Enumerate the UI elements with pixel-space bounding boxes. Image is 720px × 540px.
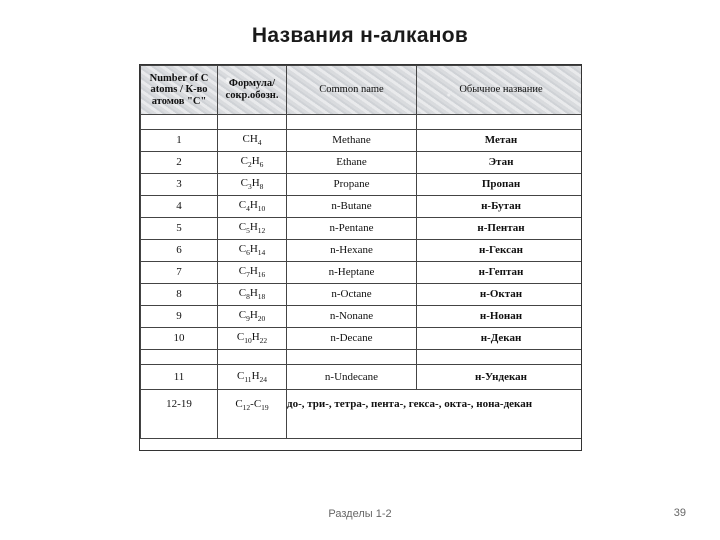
- russian-name-cell: Метан: [417, 130, 583, 152]
- formula-subscript: 14: [257, 248, 266, 258]
- formula-element: H: [249, 221, 258, 234]
- formula-element: H: [251, 369, 260, 382]
- table-row: [141, 174, 583, 196]
- russian-name-cell: н-Пентан: [417, 218, 583, 240]
- formula-element: C: [238, 287, 247, 300]
- formula-element: H: [249, 265, 258, 278]
- formula-subscript: 4: [257, 138, 262, 148]
- header-carbon-count: Number of C atoms / К-во атомов "С": [141, 66, 218, 115]
- common-name-cell: n-Pentane: [287, 218, 417, 240]
- formula-element: H: [249, 199, 258, 212]
- carbon-count-cell: 8: [141, 284, 218, 306]
- russian-name-cell: н-Нонан: [417, 306, 583, 328]
- formula-subscript: 16: [257, 270, 266, 280]
- formula-element: C: [238, 199, 247, 212]
- russian-name-cell: н-Ундекан: [417, 365, 583, 390]
- header-formula: Формула/ сокр.обозн.: [218, 66, 287, 115]
- spacer-row: [141, 350, 583, 365]
- formula-subscript: 6: [246, 248, 250, 258]
- carbon-count-cell: 3: [141, 174, 218, 196]
- formula-cell: [218, 218, 287, 240]
- russian-name-cell: н-Гептан: [417, 262, 583, 284]
- common-name-cell: n-Octane: [287, 284, 417, 306]
- header-russian-name: Обычное название: [417, 66, 583, 115]
- formula-subscript: 6: [259, 160, 264, 170]
- formula-subscript: 10: [244, 336, 252, 346]
- formula-element: -C: [250, 398, 262, 410]
- formula-cell: [218, 365, 287, 390]
- formula-cell: [218, 240, 287, 262]
- formula-cell: [218, 130, 287, 152]
- formula-subscript: 5: [246, 226, 250, 236]
- formula-subscript: 7: [246, 270, 250, 280]
- formula-subscript: 9: [246, 314, 250, 324]
- formula-cell: [218, 306, 287, 328]
- table-row: [141, 152, 583, 174]
- formula-cell: [218, 328, 287, 350]
- formula-cell: [218, 390, 287, 439]
- carbon-count-cell: 7: [141, 262, 218, 284]
- formula-element: C: [238, 265, 247, 278]
- table-row: [141, 284, 583, 306]
- table-row: [141, 196, 583, 218]
- spacer-row: [141, 115, 583, 130]
- page-number: 39: [673, 507, 686, 519]
- formula-subscript: 19: [261, 403, 269, 413]
- formula-element: H: [249, 287, 258, 300]
- formula-cell: [218, 152, 287, 174]
- common-name-cell: Methane: [287, 130, 417, 152]
- carbon-count-cell: 10: [141, 328, 218, 350]
- formula-element: C: [235, 398, 243, 410]
- formula-subscript: 22: [259, 336, 268, 346]
- formula-subscript: 3: [247, 182, 252, 192]
- formula-cell: [218, 284, 287, 306]
- table-row: [141, 218, 583, 240]
- common-name-cell: n-Hexane: [287, 240, 417, 262]
- common-name-cell: n-Undecane: [287, 365, 417, 390]
- carbon-count-cell: 11: [141, 365, 218, 390]
- alkanes-table: [139, 64, 582, 451]
- table-row: [141, 306, 583, 328]
- formula-subscript: 8: [259, 182, 264, 192]
- formula-element: C: [240, 177, 248, 190]
- common-name-cell: n-Nonane: [287, 306, 417, 328]
- formula-cell: [218, 262, 287, 284]
- formula-subscript: 2: [247, 160, 252, 170]
- table-body: [141, 115, 583, 439]
- formula-subscript: 12: [242, 403, 251, 413]
- formula-cell: [218, 196, 287, 218]
- carbon-count-cell: 9: [141, 306, 218, 328]
- table-header-row: [141, 66, 583, 115]
- formula-element: C: [238, 221, 247, 234]
- range-names-cell: до-, три-, тетра-, пента-, гекса-, окта-, нона-декан: [287, 390, 583, 439]
- common-name-cell: Ethane: [287, 152, 417, 174]
- formula-element: H: [251, 155, 260, 168]
- formula-subscript: 11: [244, 374, 252, 384]
- formula-cell: [218, 174, 287, 196]
- table-row: [141, 262, 583, 284]
- formula-subscript: 10: [257, 204, 266, 214]
- formula-subscript: 18: [257, 292, 266, 302]
- formula-element: H: [251, 331, 260, 344]
- formula-element: H: [249, 309, 258, 322]
- table-row: [141, 365, 583, 390]
- russian-name-cell: н-Гексан: [417, 240, 583, 262]
- common-name-cell: n-Heptane: [287, 262, 417, 284]
- formula-element: CH: [242, 133, 258, 146]
- formula-element: C: [236, 369, 245, 382]
- slide-title: Названия н-алканов: [251, 24, 469, 47]
- formula-element: C: [240, 155, 248, 168]
- table-row: [141, 130, 583, 152]
- common-name-cell: Propane: [287, 174, 417, 196]
- carbon-count-cell: 12-19: [141, 390, 218, 439]
- russian-name-cell: н-Октан: [417, 284, 583, 306]
- russian-name-cell: н-Декан: [417, 328, 583, 350]
- common-name-cell: n-Butane: [287, 196, 417, 218]
- formula-subscript: 4: [246, 204, 250, 214]
- russian-name-cell: н-Бутан: [417, 196, 583, 218]
- header-common-name: Common name: [287, 66, 417, 115]
- formula-element: H: [251, 177, 260, 190]
- formula-subscript: 12: [257, 226, 266, 236]
- carbon-count-cell: 4: [141, 196, 218, 218]
- formula-subscript: 24: [259, 374, 268, 384]
- table-row-range: [141, 390, 583, 439]
- formula-element: C: [238, 243, 247, 256]
- carbon-count-cell: 6: [141, 240, 218, 262]
- carbon-count-cell: 5: [141, 218, 218, 240]
- formula-element: C: [236, 331, 245, 344]
- formula-subscript: 20: [257, 314, 266, 324]
- table-row: [141, 240, 583, 262]
- table-row: [141, 328, 583, 350]
- carbon-count-cell: 1: [141, 130, 218, 152]
- russian-name-cell: Этан: [417, 152, 583, 174]
- common-name-cell: n-Decane: [287, 328, 417, 350]
- formula-subscript: 8: [246, 292, 250, 302]
- russian-name-cell: Пропан: [417, 174, 583, 196]
- footer-section: Разделы 1-2: [328, 508, 392, 520]
- formula-element: H: [249, 243, 258, 256]
- formula-element: C: [238, 309, 247, 322]
- carbon-count-cell: 2: [141, 152, 218, 174]
